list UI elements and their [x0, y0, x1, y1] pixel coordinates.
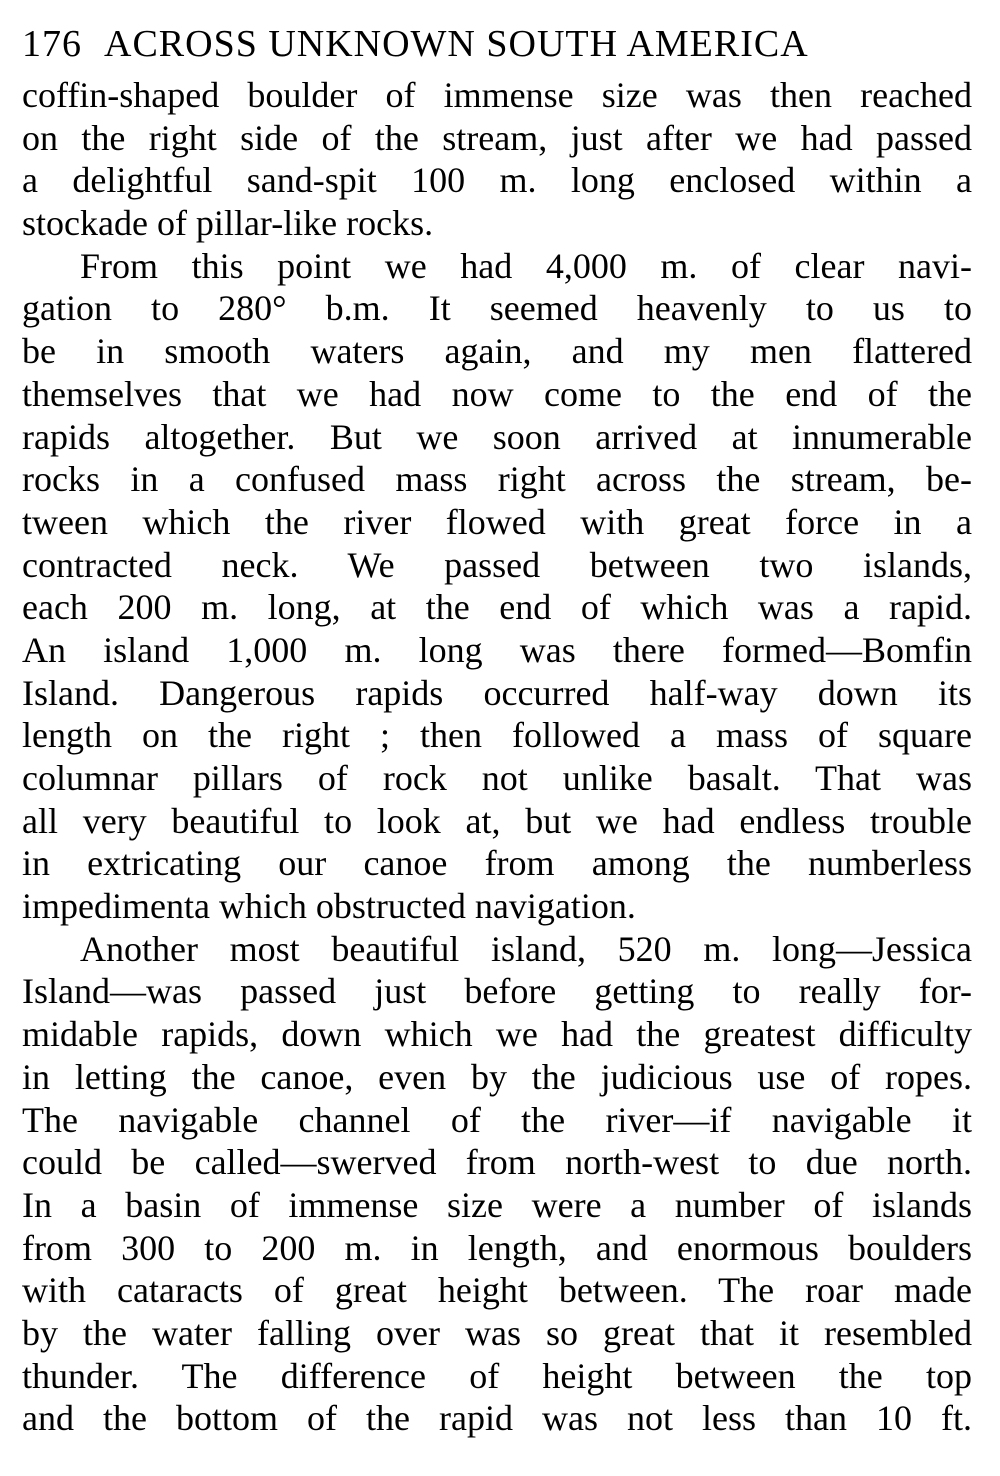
text-line: Another most beautiful island, 520 m. long—Jessica: [80, 928, 972, 969]
text-line: columnar pillars of rock not unlike basalt. That was: [22, 758, 972, 798]
text-line: stockade of pillar-like rocks.: [22, 203, 434, 244]
text-line: tween which the river flowed with great force in a: [22, 501, 972, 542]
text-line: with cataracts of great height between. The roar made: [22, 1270, 972, 1311]
text-line: length on the right ; then followed a mass of square: [22, 715, 972, 756]
text-line: midable rapids, down which we had the greatest difficulty: [22, 1014, 972, 1055]
paragraph-2: [22, 245, 972, 928]
text-line: contracted neck. We passed between two islands,: [22, 544, 972, 585]
text-line: Island. Dangerous rapids occurred half-way down its: [22, 672, 972, 713]
text-line: all very beautiful to look at, but we had endless trouble: [22, 800, 972, 841]
text-line: impedimenta which obstructed navigation.: [22, 886, 636, 927]
text-line: in letting the canoe, even by the judicious use of ropes.: [22, 1056, 972, 1097]
text-line: gation to 280° b.m. It seemed heavenly to us to: [22, 288, 972, 329]
text-line: rapids altogether. But we soon arrived at innumerable: [22, 416, 972, 457]
text-line: each 200 m. long, at the end of which was a rapid.: [22, 587, 972, 628]
text-line: and the bottom of the rapid was not less than 10 ft.: [22, 1398, 972, 1439]
text-line: From this point we had 4,000 m. of clear navi-: [80, 245, 972, 286]
text-line: Island—was passed just before getting to really for-: [22, 971, 972, 1012]
text-line: by the water falling over was so great that it resembled: [22, 1312, 972, 1353]
text-line: coffin-shaped boulder of immense size was then reached: [22, 75, 972, 115]
text-line: thunder. The difference of height between the top: [22, 1355, 972, 1396]
text-line: In a basin of immense size were a number of islands: [22, 1184, 972, 1225]
text-line: rocks in a confused mass right across the stream, be-: [22, 459, 972, 500]
paragraph-1: [22, 74, 972, 245]
paragraph-3: [22, 928, 972, 1440]
text-line: on the right side of the stream, just after we had passed: [22, 117, 972, 158]
text-line: be in smooth waters again, and my men flattered: [22, 331, 972, 372]
text-line: could be called—swerved from north-west to due north.: [22, 1142, 972, 1183]
text-line: from 300 to 200 m. in length, and enormous boulders: [22, 1227, 972, 1268]
running-title: ACROSS UNKNOWN SOUTH AMERICA: [104, 23, 809, 65]
text-line: themselves that we had now come to the end of the: [22, 373, 972, 414]
running-head: [22, 22, 972, 74]
page-number: 176: [22, 23, 82, 65]
text-line: An island 1,000 m. long was there formed—Bomfin: [22, 629, 972, 670]
text-line: a delightful sand-spit 100 m. long enclosed within a: [22, 160, 972, 201]
text-line: in extricating our canoe from among the numberless: [22, 843, 972, 884]
book-page: [22, 22, 972, 1440]
text-line: The navigable channel of the river—if navigable it: [22, 1099, 972, 1140]
